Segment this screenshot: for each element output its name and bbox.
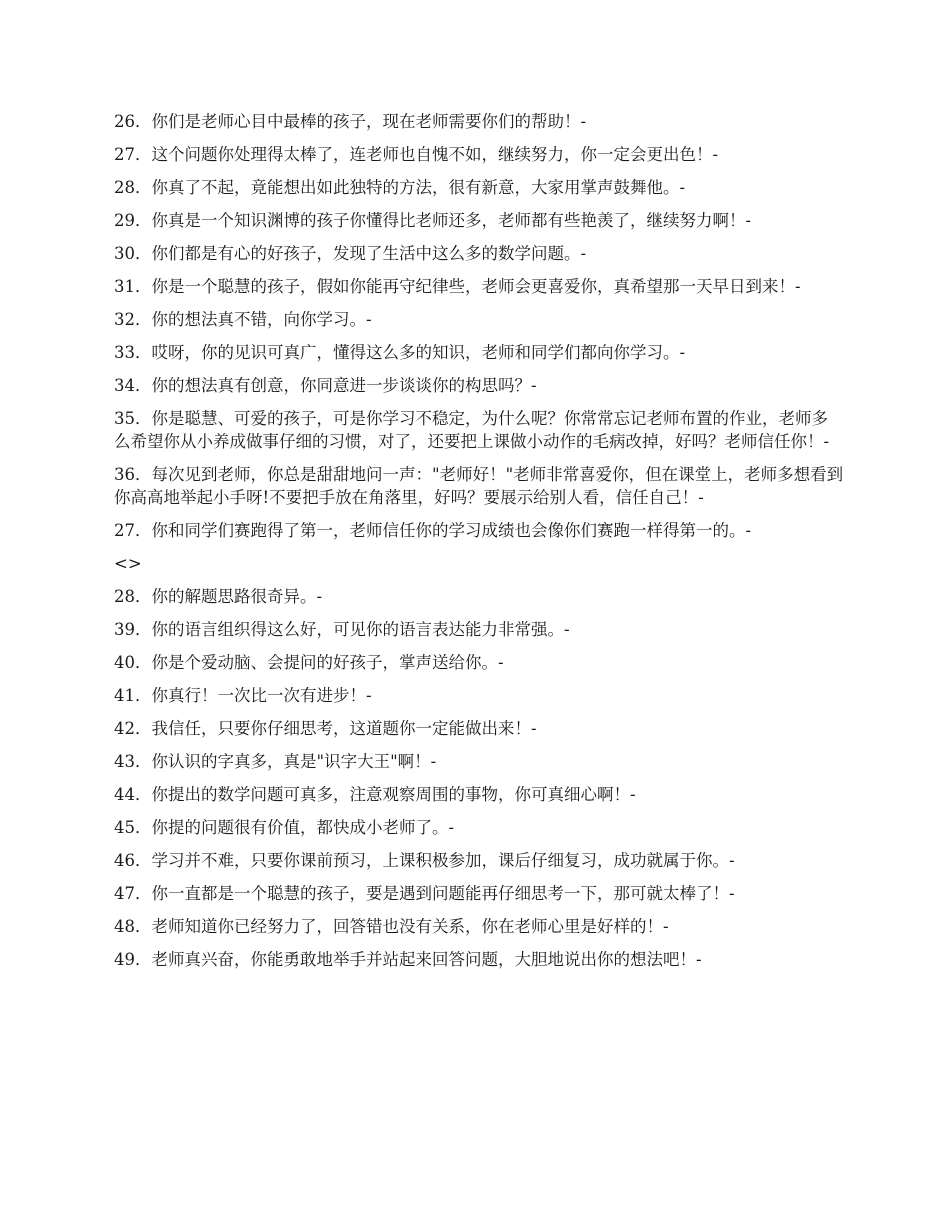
paragraph-29: 29．你真是一个知识渊博的孩子你懂得比老师还多，老师都有些艳羡了，继续努力啊！- bbox=[114, 211, 752, 230]
paragraph-27: 27．这个问题你处理得太棒了，连老师也自愧不如，继续努力，你一定会更出色！- bbox=[114, 145, 719, 164]
paragraph-30: 30．你们都是有心的好孩子，发现了生活中这么多的数学问题。- bbox=[114, 244, 587, 263]
paragraph-36: 36．每次见到老师，你总是甜甜地问一声："老师好！"老师非常喜爱你，但在课堂上，老师多想看到你高高地举起小手呀!不要把手放在角落里，好吗？要展示给别人看，信任自己！- bbox=[114, 465, 844, 507]
paragraph-31: 31．你是一个聪慧的孩子，假如你能再守纪律些，老师会更喜爱你，真希望那一天早日到来！- bbox=[114, 277, 801, 296]
paragraph-48: 48．老师知道你已经努力了，回答错也没有关系，你在老师心里是好样的！- bbox=[114, 917, 669, 936]
paragraph-33: 33．哎呀，你的见识可真广，懂得这么多的知识，老师和同学们都向你学习。- bbox=[114, 343, 686, 362]
paragraph-39: 39．你的语言组织得这么好，可见你的语言表达能力非常强。- bbox=[114, 620, 570, 639]
paragraph-27b: 27．你和同学们赛跑得了第一，老师信任你的学习成绩也会像你们赛跑一样得第一的。- bbox=[114, 521, 752, 540]
document-page bbox=[114, 110, 844, 981]
paragraph-42: 42．我信任，只要你仔细思考，这道题你一定能做出来！- bbox=[114, 719, 537, 738]
paragraph-47: 47．你一直都是一个聪慧的孩子，要是遇到问题能再仔细思考一下，那可就太棒了！- bbox=[114, 884, 735, 903]
paragraph-32: 32．你的想法真不错，向你学习。- bbox=[114, 310, 372, 329]
paragraph-41: 41．你真行！一次比一次有进步！- bbox=[114, 686, 372, 705]
paragraph-26: 26．你们是老师心目中最棒的孩子，现在老师需要你们的帮助！- bbox=[114, 112, 587, 131]
paragraph-separator: <> bbox=[114, 554, 142, 573]
paragraph-45: 45．你提的问题很有价值，都快成小老师了。- bbox=[114, 818, 455, 837]
paragraph-34: 34．你的想法真有创意，你同意进一步谈谈你的构思吗？- bbox=[114, 376, 537, 395]
paragraph-28b: 28．你的解题思路很奇异。- bbox=[114, 587, 323, 606]
paragraph-28: 28．你真了不起，竟能想出如此独特的方法，很有新意，大家用掌声鼓舞他。- bbox=[114, 178, 686, 197]
paragraph-43: 43．你认识的字真多，真是"识字大王"啊！- bbox=[114, 752, 437, 771]
paragraph-49: 49．老师真兴奋，你能勇敢地举手并站起来回答问题，大胆地说出你的想法吧！- bbox=[114, 950, 702, 969]
paragraph-46: 46．学习并不难，只要你课前预习，上课积极参加，课后仔细复习，成功就属于你。- bbox=[114, 851, 735, 870]
paragraph-44: 44．你提出的数学问题可真多，注意观察周围的事物，你可真细心啊！- bbox=[114, 785, 636, 804]
paragraph-40: 40．你是个爱动脑、会提问的好孩子，掌声送给你。- bbox=[114, 653, 504, 672]
paragraph-35: 35．你是聪慧、可爱的孩子，可是你学习不稳定，为什么呢？你常常忘记老师布置的作业，老师多么希望你从小养成做事仔细的习惯，对了，还要把上课做小动作的毛病改掉，好吗？老师信任你！- bbox=[114, 409, 830, 451]
